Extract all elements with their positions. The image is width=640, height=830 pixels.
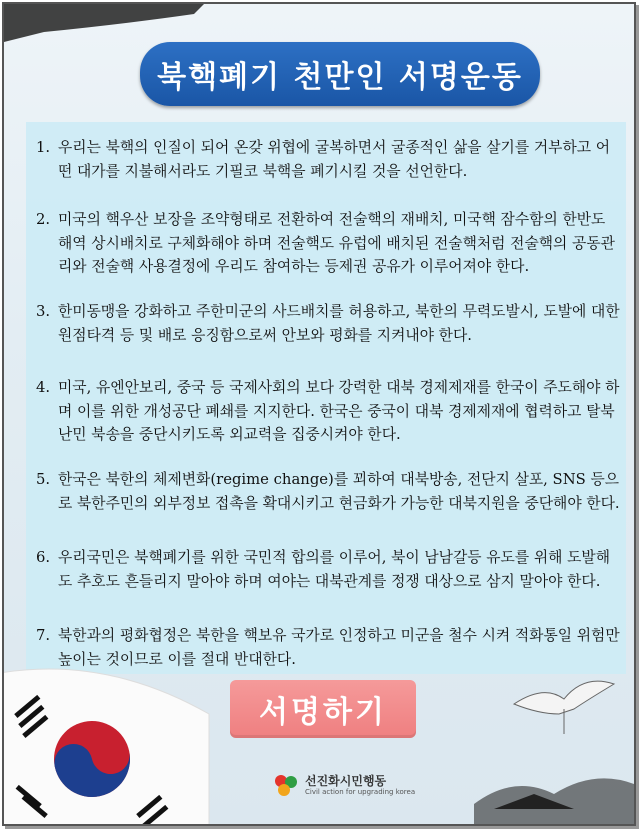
item-number: 2. [36,211,51,228]
item-number: 4. [36,379,51,396]
item-text: 한미동맹을 강화하고 주한미군의 사드배치를 허용하고, 북한의 무력도발시, 도발에 대한 원점타격 등 및 배로 응징함으로써 안보와 평화를 지켜내야 한다. [58,303,620,344]
item-text: 북한과의 평화협정은 북한을 핵보유 국가로 인정하고 미군을 철수 시켜 적화통일 위험만 높이는 것이므로 이를 절대 반대한다. [58,627,620,668]
logo-name: 선진화시민행동 [305,773,387,788]
declaration-item-3 [36,300,621,347]
item-number: 6. [36,549,51,566]
crane-bird-decoration [504,664,624,744]
item-text: 우리국민은 북핵폐기를 위한 국민적 합의를 이루어, 북이 남남갈등 유도를 위해 도발해도 추호도 흔들리지 말아야 하며 여야는 대북관계를 정쟁 대상으로 삼지 말아야 한다. [58,549,611,590]
logo-mark-icon [272,772,300,798]
item-text: 미국의 핵우산 보장을 조약형태로 전환하여 전술핵의 재배치, 미국핵 잠수함의 한반도 해역 상시배치로 구체화해야 하며 전술핵도 유럽에 배치된 전술핵처럼 전술핵의 공동관리와 전술핵 사용결정에 우리도 참여하는 등제권 공유가 이루어져야 한다. [58,211,615,275]
item-text: 한국은 북한의 체제변화(regime change)를 꾀하여 대북방송, 전단지 살포, SNS 등으로 북한주민의 외부정보 접촉을 확대시키고 현금화가 가능한 대북지원을 중단해야 한다. [58,471,620,512]
sign-button[interactable] [230,680,416,738]
page-title: 북핵폐기 천만인 서명운동 [157,60,523,95]
item-text: 우리는 북핵의 인질이 되어 온갖 위협에 굴복하면서 굴종적인 삶을 살기를 거부하고 어떤 대가를 지불해서라도 기필코 북핵을 폐기시킬 것을 선언한다. [58,139,611,180]
traditional-house-decoration [474,764,634,824]
item-number: 5. [36,471,51,488]
korean-flag-image [2,654,214,826]
title-banner [140,42,540,106]
item-number: 7. [36,627,51,644]
declaration-panel [26,122,626,674]
poster-frame [2,2,636,826]
item-text: 미국, 유엔안보리, 중국 등 국제사회의 보다 강력한 대북 경제제재를 한국이 주도해야 하며 이를 위한 개성공단 폐쇄를 지지한다. 한국은 중국이 대북 경제제재에 협력하고 탈북난민 북송을 중단시키도록 외교력을 집중시켜야 한다. [58,379,620,443]
item-number: 3. [36,303,51,320]
declaration-item-5 [36,468,621,515]
declaration-item-4 [36,376,621,447]
sign-button-label: 서명하기 [259,695,387,730]
declaration-item-2 [36,208,621,279]
declaration-item-1 [36,136,621,183]
logo-subtitle: Civil action for upgrading korea [305,787,416,796]
item-number: 1. [36,139,51,156]
declaration-item-6 [36,546,621,593]
organization-logo [272,770,415,800]
brush-stroke-decoration [4,4,204,44]
